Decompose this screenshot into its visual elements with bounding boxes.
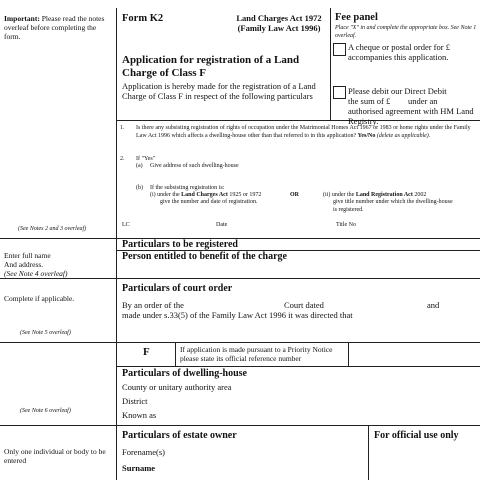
act-title [230, 13, 328, 33]
q2b-or: OR [290, 192, 299, 198]
fee-option2-checkbox[interactable] [333, 86, 346, 99]
fee-option2-line2b: under an [408, 96, 438, 106]
divider [0, 238, 480, 239]
court-text-b: Court dated [284, 300, 324, 310]
form-code: Form K2 [122, 13, 164, 24]
q1-number: 1. [120, 125, 125, 131]
q1-text [136, 125, 476, 140]
estate-heading: Particulars of estate owner [122, 430, 237, 441]
enter-name-line1: Enter full name [4, 251, 51, 260]
lc-label: LC [122, 222, 130, 228]
known-as-label: Known as [122, 410, 157, 420]
title-no-label: Title No [336, 222, 356, 228]
divider [368, 425, 369, 480]
enter-name-label [4, 251, 112, 278]
form-intro: Application is hereby made for the registration of a Land Charge of Class F in respect of the following particulars [122, 81, 316, 101]
fee-option2-line3: authorised agreement with HM Land Registry. [348, 106, 474, 126]
q2a-label: (a) [136, 163, 143, 169]
q2b-ii-prefix: (ii) under the [323, 192, 355, 198]
priority-text: If application is made pursuant to a Priority Notice please state its official reference number [180, 345, 333, 363]
fee-option1-checkbox[interactable] [333, 43, 346, 56]
divider [0, 425, 480, 426]
complete-if-applicable: Complete if applicable. [4, 294, 75, 303]
court-heading: Particulars of court order [122, 283, 233, 294]
q2-if-yes: If "Yes" [136, 156, 156, 162]
note-4: (See Note 4 overleaf) [4, 269, 68, 278]
date-label: Date [216, 222, 228, 228]
priority-letter: F [143, 346, 150, 358]
q2b-ii-year: 2002 [414, 192, 427, 198]
act-line2: (Family Law Act 1996) [237, 23, 321, 33]
dwelling-heading: Particulars of dwelling-house [122, 368, 247, 379]
only-one-note: Only one individual or body to be entered [4, 447, 106, 465]
particulars-heading: Particulars to be registered [122, 239, 238, 250]
county-label: County or unitary authority area [122, 382, 232, 392]
q2b-i-act: Land Charges Act [181, 192, 228, 198]
divider [0, 278, 480, 279]
q1-yes-no[interactable]: Yes/No [357, 132, 376, 139]
forenames-label: Forename(s) [122, 447, 165, 457]
fee-option2-line2a: the sum of £ [348, 96, 391, 106]
q1-delete-note: (delete as applicable). [376, 132, 431, 139]
important-label: Important: [4, 14, 40, 23]
important-note [4, 14, 112, 41]
divider [175, 342, 176, 366]
q2b-i-years: 1925 or 1972 [229, 192, 262, 198]
fee-panel-title: Fee panel [335, 12, 378, 23]
q2a-text: Give address of such dwelling-house [150, 163, 239, 169]
q1-question: Is there any subsisting registration of rights of occupation under the Matrimonial Homes Act 1967 or 1983 or home rights under the Family Law Act 1996 which affects a dwelling-house other than that referred to in this application? [136, 125, 471, 139]
act-line1: Land Charges Act 1972 [236, 13, 322, 23]
divider [116, 366, 480, 367]
q2b-i-text: give the number and date of registration. [160, 199, 258, 205]
note-5: (See Note 5 overleaf) [20, 330, 71, 336]
entitled-heading: Person entitled to benefit of the charge [122, 251, 287, 262]
notes-2-3: (See Notes 2 and 3 overleaf) [18, 226, 87, 232]
enter-name-line2: And address. [4, 260, 44, 269]
fee-panel-instruction: Place "X" in and complete the appropriate box. See Note 1 overleaf. [335, 25, 477, 39]
important-text: Please read the notes overleaf before completing the form. [4, 14, 105, 41]
court-text-c: and [427, 300, 440, 310]
note-6: (See Note 6 overleaf) [20, 408, 71, 414]
district-label: District [122, 396, 148, 406]
court-text-a: By an order of the [122, 300, 184, 310]
divider [348, 342, 349, 366]
divider [116, 8, 117, 480]
form-title: Application for registration of a Land Charge of Class F [122, 54, 300, 79]
fee-option1-text: A cheque or postal order for £ accompanies this application. [348, 42, 450, 62]
surname-label: Surname [122, 463, 156, 473]
court-text-d: made under s.33(5) of the Family Law Act 1996 it was directed that [122, 310, 353, 320]
divider [0, 342, 480, 343]
q2b-intro: If the subsisting registration is: [150, 185, 225, 191]
q2b-label: (b) [136, 185, 143, 191]
divider [330, 8, 331, 120]
fee-option2-line1: Please debit our Direct Debit [348, 86, 447, 96]
q2b-ii-text: give title number under which the dwelling-house is registered. [333, 199, 453, 213]
q2b-i-prefix: (i) under the [150, 192, 180, 198]
q2b-ii-act: Land Registration Act [355, 192, 413, 198]
official-use-label: For official use only [374, 430, 459, 441]
q2-number: 2. [120, 156, 125, 162]
